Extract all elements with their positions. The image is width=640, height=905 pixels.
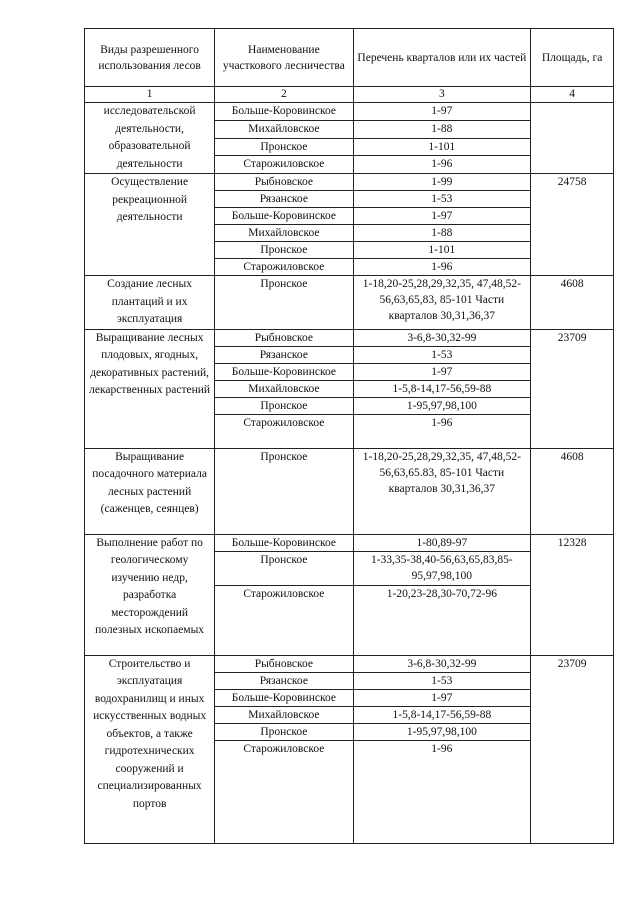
forestry-cell: Старожиловское	[215, 156, 353, 174]
area-cell: 23709	[531, 329, 614, 448]
forestry-cell: Рыбновское	[215, 329, 353, 346]
forestry-cell: Рыбновское	[215, 655, 353, 672]
header-quarters: Перечень кварталов или их частей	[353, 29, 531, 87]
forestry-cell: Старожиловское	[215, 740, 353, 843]
quarters-cell: 1-96	[353, 740, 531, 843]
quarters-cell: 1-18,20-25,28,29,32,35, 47,48,52-56,63,65.83, 85-101 Части кварталов 30,31,36,37	[353, 448, 531, 534]
table-row	[85, 174, 614, 191]
forestry-cell: Пронское	[215, 276, 353, 330]
quarters-cell: 1-80,89-97	[353, 534, 531, 551]
quarters-cell: 1-96	[353, 259, 531, 276]
quarters-cell: 3-6,8-30,32-99	[353, 329, 531, 346]
area-cell: 4608	[531, 276, 614, 330]
forestry-cell: Рязанское	[215, 672, 353, 689]
forestry-cell: Рыбновское	[215, 174, 353, 191]
use-type-cell: Осуществление рекреационной деятельности	[85, 174, 215, 276]
quarters-cell: 1-33,35-38,40-56,63,65,83,85-95,97,98,100	[353, 551, 531, 585]
quarters-cell: 1-88	[353, 225, 531, 242]
header-area: Площадь, га	[531, 29, 614, 87]
quarters-cell: 1-96	[353, 156, 531, 174]
quarters-cell: 1-5,8-14,17-56,59-88	[353, 706, 531, 723]
header-use-type: Виды разрешенного использования лесов	[85, 29, 215, 87]
quarters-cell: 1-53	[353, 672, 531, 689]
forestry-cell: Михайловское	[215, 120, 353, 138]
use-type-cell: Выполнение работ по геологическому изучению недр, разработка месторождений полезных ископаемых	[85, 534, 215, 655]
quarters-cell: 1-101	[353, 242, 531, 259]
quarters-cell: 1-97	[353, 363, 531, 380]
table-row	[85, 448, 614, 534]
forestry-cell: Пронское	[215, 723, 353, 740]
quarters-cell: 1-20,23-28,30-70,72-96	[353, 585, 531, 655]
quarters-cell: 1-18,20-25,28,29,32,35, 47,48,52-56,63,65,83, 85-101 Части кварталов 30,31,36,37	[353, 276, 531, 330]
forestry-cell: Михайловское	[215, 706, 353, 723]
forestry-cell: Больше-Коровинское	[215, 363, 353, 380]
quarters-cell: 1-95,97,98,100	[353, 397, 531, 414]
forestry-cell: Пронское	[215, 397, 353, 414]
area-cell: 24758	[531, 174, 614, 276]
use-type-cell: Строительство и эксплуатация водохранилищ и иных искусственных водных объектов, а также гидротехнических сооружений и специализированных портов	[85, 655, 215, 843]
quarters-cell: 1-88	[353, 120, 531, 138]
forestry-cell: Старожиловское	[215, 414, 353, 448]
header-row	[85, 29, 614, 87]
forestry-cell: Пронское	[215, 551, 353, 585]
table-row	[85, 655, 614, 672]
quarters-cell: 1-96	[353, 414, 531, 448]
column-number: 3	[353, 87, 531, 103]
quarters-cell: 1-5,8-14,17-56,59-88	[353, 380, 531, 397]
forestry-cell: Михайловское	[215, 225, 353, 242]
column-number: 4	[531, 87, 614, 103]
column-number: 2	[215, 87, 353, 103]
forestry-cell: Пронское	[215, 138, 353, 156]
document-page	[84, 28, 614, 844]
area-cell	[531, 103, 614, 174]
area-cell: 23709	[531, 655, 614, 843]
column-number: 1	[85, 87, 215, 103]
table-row	[85, 534, 614, 551]
forestry-cell: Больше-Коровинское	[215, 103, 353, 121]
column-number-row	[85, 87, 614, 103]
quarters-cell: 1-97	[353, 208, 531, 225]
area-cell: 4608	[531, 448, 614, 534]
forestry-cell: Больше-Коровинское	[215, 534, 353, 551]
forestry-cell: Старожиловское	[215, 259, 353, 276]
header-forestry: Наименование участкового лесничества	[215, 29, 353, 87]
forestry-cell: Больше-Коровинское	[215, 208, 353, 225]
table-row	[85, 329, 614, 346]
quarters-cell: 3-6,8-30,32-99	[353, 655, 531, 672]
use-type-cell: исследовательской деятельности, образовательной деятельности	[85, 103, 215, 174]
quarters-cell: 1-99	[353, 174, 531, 191]
quarters-cell: 1-97	[353, 103, 531, 121]
forestry-cell: Старожиловское	[215, 585, 353, 655]
forestry-cell: Пронское	[215, 448, 353, 534]
forestry-cell: Больше-Коровинское	[215, 689, 353, 706]
forestry-cell: Михайловское	[215, 380, 353, 397]
quarters-cell: 1-53	[353, 346, 531, 363]
table-row	[85, 276, 614, 330]
use-type-cell: Выращивание лесных плодовых, ягодных, декоративных растений, лекарственных растений	[85, 329, 215, 448]
quarters-cell: 1-101	[353, 138, 531, 156]
use-type-cell: Выращивание посадочного материала лесных растений (саженцев, сеянцев)	[85, 448, 215, 534]
area-cell: 12328	[531, 534, 614, 655]
use-type-cell: Создание лесных плантаций и их эксплуатация	[85, 276, 215, 330]
quarters-cell: 1-95,97,98,100	[353, 723, 531, 740]
forestry-cell: Рязанское	[215, 191, 353, 208]
forestry-cell: Рязанское	[215, 346, 353, 363]
quarters-cell: 1-97	[353, 689, 531, 706]
table-row	[85, 103, 614, 121]
forestry-cell: Пронское	[215, 242, 353, 259]
forest-use-table	[84, 28, 614, 844]
quarters-cell: 1-53	[353, 191, 531, 208]
